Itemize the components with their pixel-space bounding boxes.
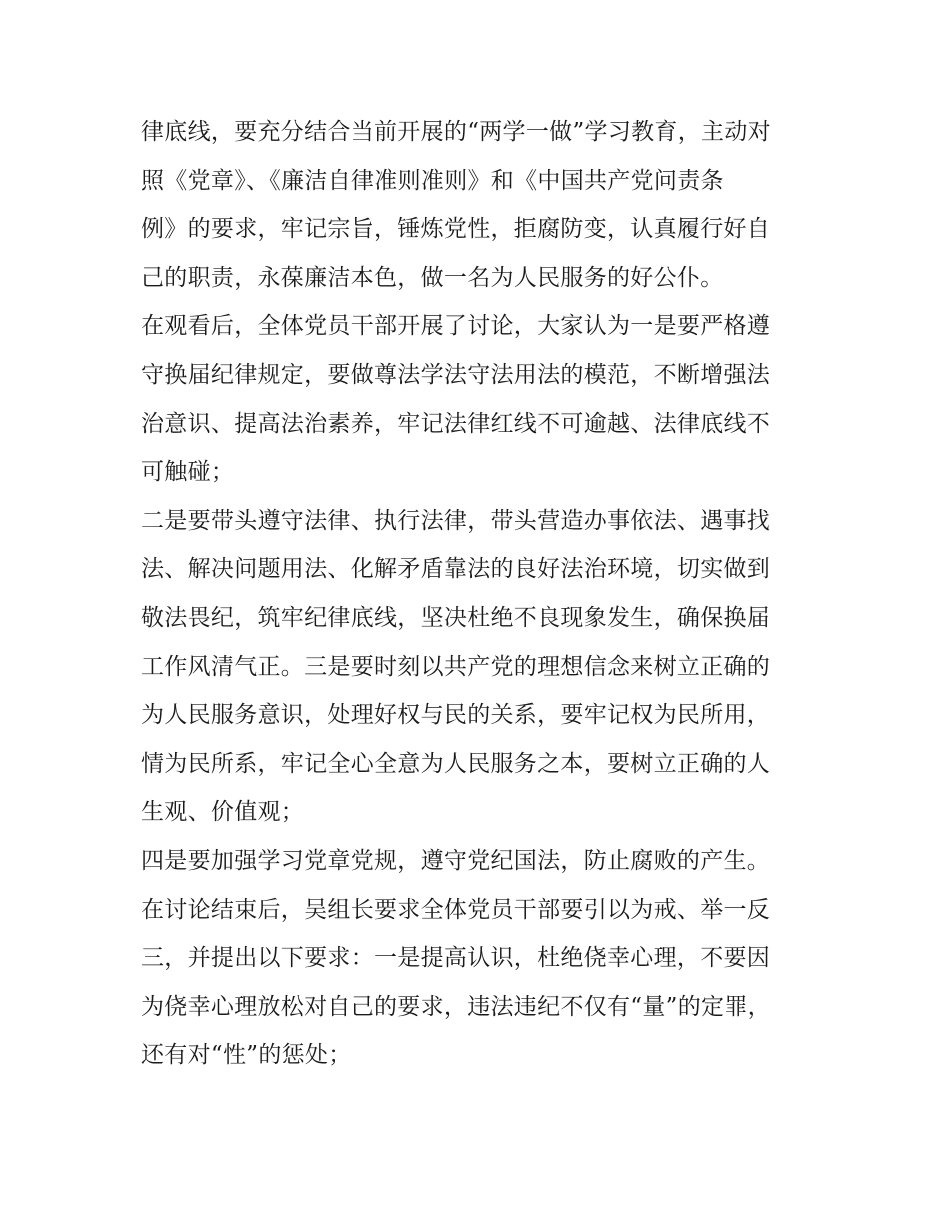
text-line: 为侥幸心理放松对自己的要求，违法违纪不仅有“量”的定罪， bbox=[141, 993, 771, 1020]
text-line: 工作风清气正。三是要时刻以共产党的理想信念来树立正确的 bbox=[141, 653, 771, 680]
text-line: 敬法畏纪，筑牢纪律底线，坚决杜绝不良现象发生，确保换届 bbox=[141, 604, 771, 631]
text-line: 情为民所系，牢记全心全意为人民服务之本，要树立正确的人 bbox=[141, 750, 771, 777]
text-line: 例》的要求，牢记宗旨，锤炼党性，拒腐防变，认真履行好自 bbox=[141, 216, 771, 243]
text-line: 照《党章》、《廉洁自律准则准则》和《中国共产党问责条 bbox=[141, 167, 724, 194]
text-line: 己的职责，永葆廉洁本色，做一名为人民服务的好公仆。 bbox=[141, 264, 724, 291]
text-line: 二是要带头遵守法律、执行法律，带头营造办事依法、遇事找 bbox=[141, 507, 771, 534]
text-line: 守换届纪律规定，要做尊法学法守法用法的模范，不断增强法 bbox=[141, 361, 771, 388]
text-line: 法、解决问题用法、化解矛盾靠法的良好法治环境，切实做到 bbox=[141, 556, 771, 583]
text-line: 在观看后，全体党员干部开展了讨论，大家认为一是要严格遵 bbox=[141, 313, 771, 340]
text-line: 四是要加强学习党章党规，遵守党纪国法，防止腐败的产生。 bbox=[141, 847, 771, 874]
text-line: 生观、价值观； bbox=[141, 799, 305, 826]
text-line: 三，并提出以下要求：一是提高认识，杜绝侥幸心理，不要因 bbox=[141, 945, 771, 972]
text-line: 为人民服务意识，处理好权与民的关系，要牢记权为民所用， bbox=[141, 702, 771, 729]
text-line: 可触碰； bbox=[141, 459, 235, 486]
text-line: 律底线，要充分结合当前开展的“两学一做”学习教育，主动对 bbox=[141, 119, 771, 145]
document-body bbox=[141, 108, 821, 1080]
text-line: 治意识、提高法治素养，牢记法律红线不可逾越、法律底线不 bbox=[141, 410, 771, 437]
text-line: 在讨论结束后，吴组长要求全体党员干部要引以为戒、举一反 bbox=[141, 896, 771, 923]
text-line: 还有对“性”的惩处； bbox=[141, 1042, 352, 1069]
